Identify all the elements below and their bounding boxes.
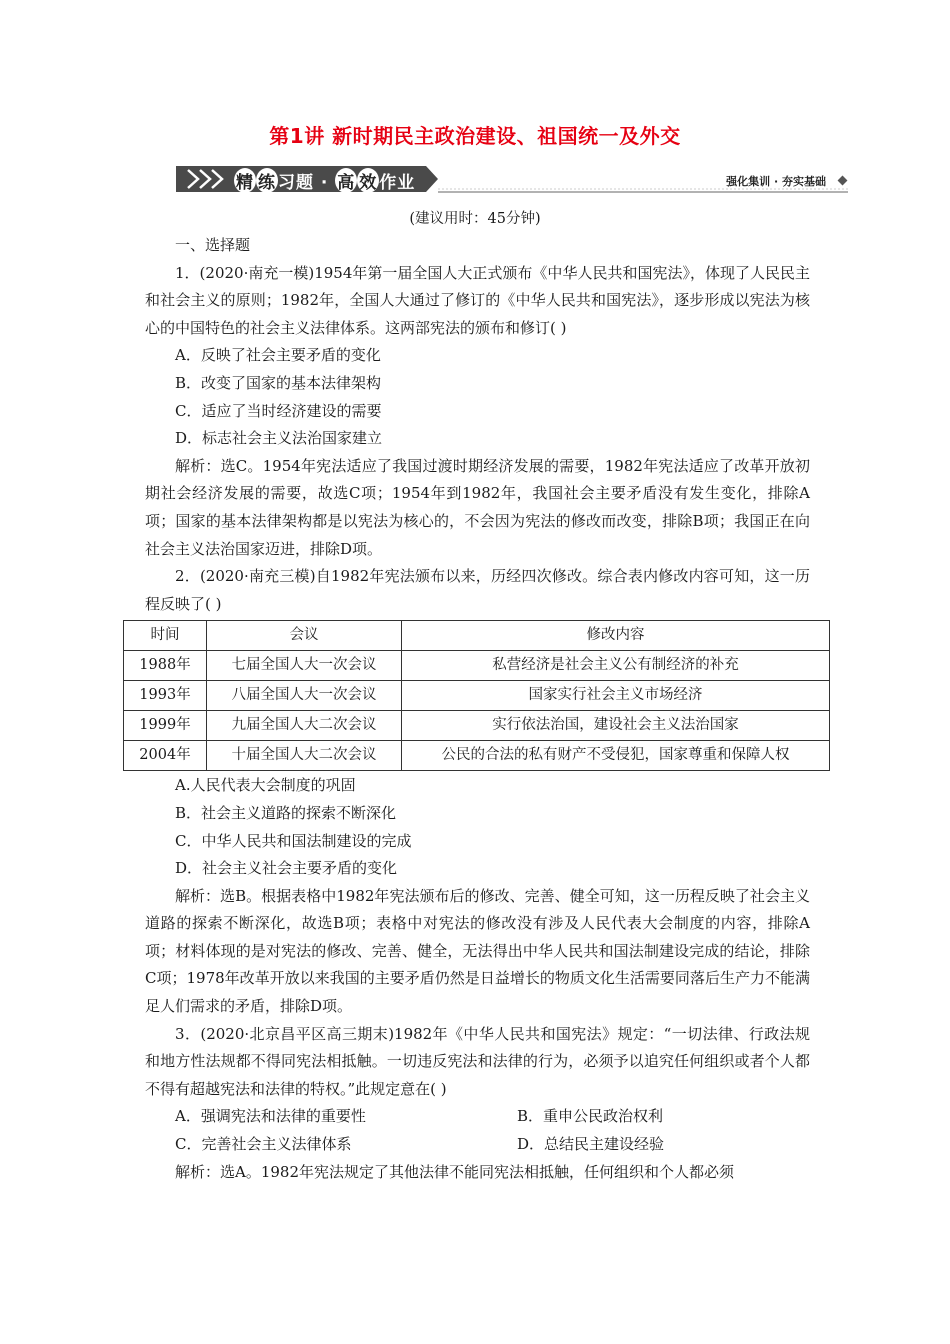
- table-header-time: 时间: [124, 621, 207, 651]
- q3-option-d: D．总结民主建设经验: [517, 1135, 665, 1154]
- table-cell: 1993年: [124, 681, 207, 711]
- q3-analysis: 解析：选A。1982年宪法规定了其他法律不能同宪法相抵触，任何组织和个人都必须: [175, 1162, 735, 1181]
- q3-options-row-1: [145, 1103, 810, 1131]
- table-cell: 1988年: [124, 651, 207, 681]
- q3-option-a: A．强调宪法和法律的重要性: [175, 1107, 366, 1126]
- exercise-content: [139, 232, 810, 1186]
- banner-char-gao: 高: [335, 168, 357, 193]
- table-cell: 七届全国人大一次会议: [207, 651, 402, 681]
- q3-stem: 3．(2020·北京昌平区高三期末)1982年《中华人民共和国宪法》规定：“一切法律、行政法规和地方性法规都不得同宪法相抵触。一切违反宪法和法律的行为，必须予以追究任何组织或者个人都不得有超越宪法和法律的特权。”此规定意在( ): [145, 1024, 810, 1098]
- table-cell: 实行依法治国，建设社会主义法治国家: [402, 711, 830, 741]
- q1-option-b: B．改变了国家的基本法律架构: [175, 373, 382, 392]
- q2-analysis: 解析：选B。根据表格中1982年宪法颁布后的修改、完善、健全可知，这一历程反映了社会主义道路的探索不断深化，故选B项；表格中对宪法的修改没有涉及人民代表大会制度的内容，排除A项；材料体现的是对宪法的修改、完善、健全，无法得出中华人民共和国法制建设完成的结论，排除C项；1978年改革开放以来我国的主要矛盾仍然是日益增长的物质文化生活需要同落后生产力不能满足人们需求的矛盾，排除D项。: [145, 886, 810, 1016]
- suggested-time: (建议用时：45分钟): [409, 211, 541, 227]
- q1-option-a: A．反映了社会主要矛盾的变化: [175, 346, 381, 365]
- q1-option-d: D．标志社会主义法治国家建立: [175, 429, 383, 448]
- table-cell: 国家实行社会主义市场经济: [402, 681, 830, 711]
- banner-text-xiti: 习题 ·: [278, 173, 336, 193]
- section-heading: 一、选择题: [175, 236, 251, 254]
- q2-stem: 2．(2020·南充三模)自1982年宪法颁布以来，历经四次修改。综合表内修改内容可知，这一历程反映了( ): [145, 567, 810, 613]
- table-cell: 九届全国人大二次会议: [207, 711, 402, 741]
- banner-subtitle: 强化集训 · 夯实基础: [726, 175, 826, 188]
- q2-option-c: C．中华人民共和国法制建设的完成: [175, 831, 412, 850]
- q2-option-b: B．社会主义道路的探索不断深化: [175, 803, 397, 822]
- table-header-meeting: 会议: [207, 621, 402, 651]
- q3-option-c: C．完善社会主义法律体系: [175, 1135, 352, 1154]
- q2-option-a: A.人民代表大会制度的巩固: [175, 776, 356, 795]
- constitution-amendments-table: [123, 620, 830, 771]
- q3-options-row-2: [145, 1131, 810, 1159]
- banner-char-xiao: 效: [357, 168, 379, 193]
- table-cell: 八届全国人大一次会议: [207, 681, 402, 711]
- q2-option-d: D．社会主义社会主要矛盾的变化: [175, 859, 398, 878]
- q1-option-c: C．适应了当时经济建设的需要: [175, 401, 382, 420]
- table-row: [124, 651, 830, 681]
- q1-analysis: 解析：选C。1954年宪法适应了我国过渡时期经济发展的需要，1982年宪法适应了改革开放初期社会经济发展的需要，故选C项；1954年到1982年，我国社会主要矛盾没有发生变化，排除A项；国家的基本法律架构都是以宪法为核心的，不会因为宪法的修改而改变，排除B项；我国正在向社会主义法治国家迈进，排除D项。: [145, 456, 810, 558]
- banner-text-zuoye: 作业: [379, 173, 416, 193]
- lesson-title: 第1讲 新时期民主政治建设、祖国统一及外交: [269, 124, 681, 148]
- table-cell: 1999年: [124, 711, 207, 741]
- banner-char-lian: 练: [256, 168, 278, 193]
- table-cell: 十届全国人大二次会议: [207, 741, 402, 771]
- section-banner: [176, 164, 848, 194]
- table-row: [124, 741, 830, 771]
- banner-char-jing: 精: [234, 168, 256, 193]
- q1-stem: 1．(2020·南充一模)1954年第一届全国人大正式颁布《中华人民共和国宪法》，体现了人民民主和社会主义的原则；1982年，全国人大通过了修订的《中华人民共和国宪法》，逐步形成以宪法为核心的中国特色的社会主义法律体系。这两部宪法的颁布和修订( ): [145, 263, 810, 337]
- table-header-row: [124, 621, 830, 651]
- table-cell: 私营经济是社会主义公有制经济的补充: [402, 651, 830, 681]
- q3-option-b: B．重申公民政治权利: [517, 1107, 664, 1126]
- table-row: [124, 681, 830, 711]
- table-row: [124, 711, 830, 741]
- table-cell: 2004年: [124, 741, 207, 771]
- banner-title: [234, 168, 415, 193]
- table-header-content: 修改内容: [402, 621, 830, 651]
- table-cell: 公民的合法的私有财产不受侵犯，国家尊重和保障人权: [402, 741, 830, 771]
